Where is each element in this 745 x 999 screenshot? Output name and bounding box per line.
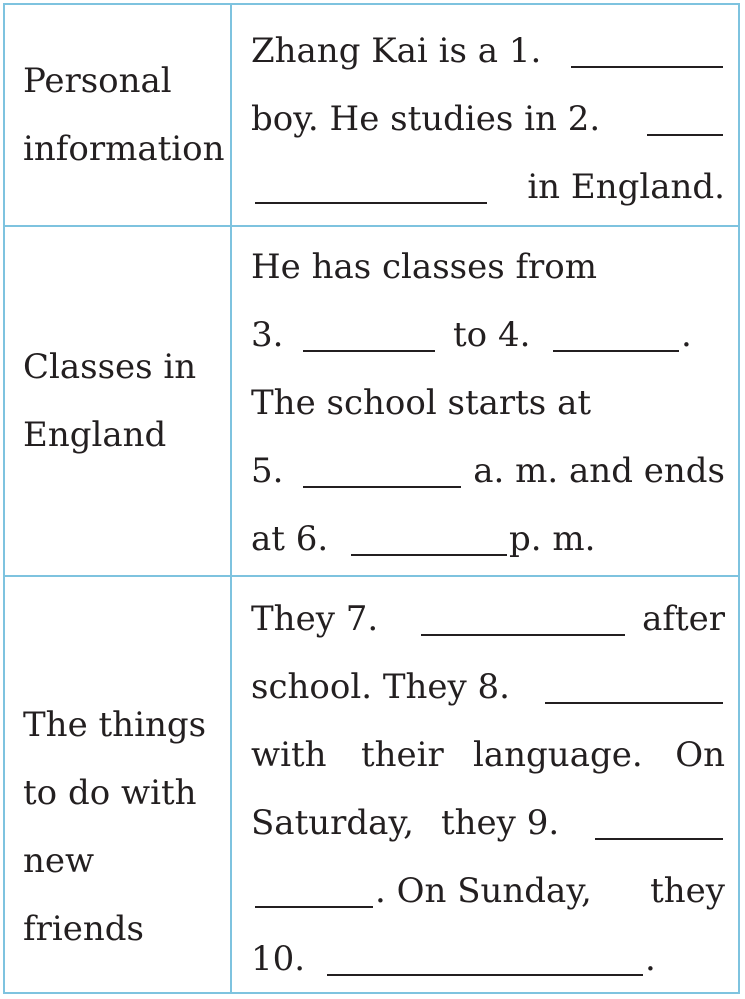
text-segment: The school starts at [251, 383, 591, 423]
blank-7[interactable] [421, 634, 625, 636]
text-segment: . On Sunday, [375, 871, 592, 911]
blank-8[interactable] [545, 702, 723, 704]
label-line: to do with [23, 773, 197, 813]
text-segment: a. m. and ends [473, 451, 725, 491]
row-content [251, 17, 725, 221]
text-segment: at 6. [251, 519, 329, 559]
text-segment: . [645, 939, 656, 979]
text-line [251, 369, 725, 437]
blank-9b[interactable] [255, 906, 373, 908]
text-segment: p. m. [509, 519, 596, 559]
text-segment: boy. He studies in 2. [251, 99, 601, 139]
text-segment: they [650, 871, 725, 911]
label-line: information [23, 129, 225, 169]
text-line [251, 17, 725, 85]
text-segment: Zhang Kai is a 1. [251, 31, 542, 71]
text-segment: 5. [251, 451, 284, 491]
text-segment: They 7. [251, 599, 379, 639]
text-segment: On [675, 735, 725, 775]
text-line [251, 233, 725, 301]
row-label [23, 691, 223, 963]
row-classes-in-england [5, 225, 738, 575]
label-line: new friends [23, 841, 144, 949]
info-table [3, 3, 740, 994]
text-segment: . [681, 315, 692, 355]
blank-10[interactable] [327, 974, 643, 976]
blank-6[interactable] [351, 554, 507, 556]
row-content [251, 585, 725, 993]
text-line [251, 925, 725, 993]
text-line [251, 585, 725, 653]
label-line: Personal [23, 61, 172, 101]
text-segment: to 4. [453, 315, 531, 355]
text-segment: they 9. [441, 803, 560, 843]
blank-2a[interactable] [647, 134, 723, 136]
row-label [23, 333, 223, 469]
label-line: Classes in [23, 347, 197, 387]
text-segment: He has classes from [251, 247, 598, 287]
blank-1[interactable] [571, 66, 723, 68]
text-segment: 3. [251, 315, 284, 355]
text-line [251, 437, 725, 505]
blank-9a[interactable] [595, 838, 723, 840]
text-segment: language. [473, 735, 643, 775]
row-personal-information [5, 5, 738, 225]
text-line [251, 301, 725, 369]
text-line [251, 721, 725, 789]
blank-4[interactable] [553, 350, 679, 352]
text-segment: Saturday, [251, 803, 414, 843]
text-line [251, 153, 725, 221]
text-line [251, 505, 725, 573]
text-line [251, 85, 725, 153]
label-line: The things [23, 705, 207, 745]
row-label [23, 47, 223, 183]
text-segment: 10. [251, 939, 306, 979]
text-segment: school. They 8. [251, 667, 510, 707]
row-content [251, 233, 725, 573]
text-line [251, 653, 725, 721]
row-things-to-do [5, 575, 738, 992]
blank-3[interactable] [303, 350, 435, 352]
blank-2b[interactable] [255, 202, 487, 204]
blank-5[interactable] [303, 486, 461, 488]
text-line [251, 789, 725, 857]
text-line [251, 857, 725, 925]
text-segment: their [361, 735, 444, 775]
text-segment: in England. [527, 167, 725, 207]
text-segment: after [642, 599, 725, 639]
text-segment: with [251, 735, 327, 775]
label-line: England [23, 415, 167, 455]
